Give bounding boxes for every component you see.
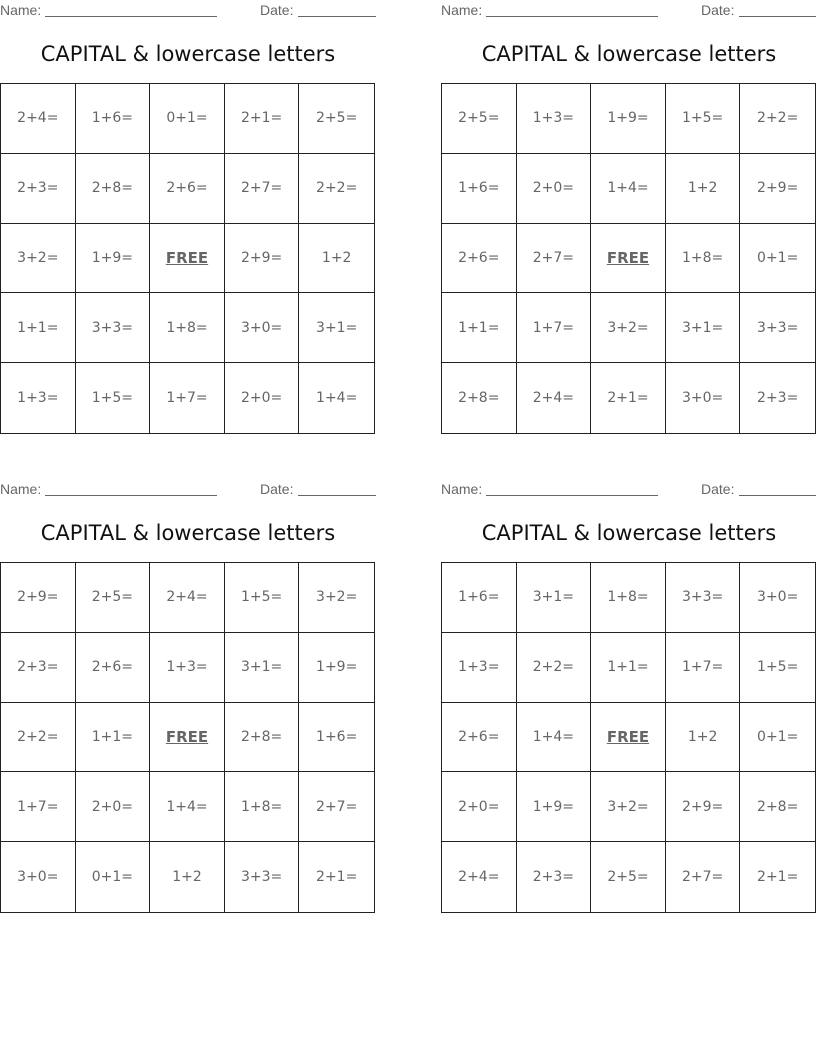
bingo-card xyxy=(441,479,816,915)
bingo-grid xyxy=(441,83,816,434)
bingo-cell: 3+0= xyxy=(225,293,300,363)
bingo-cell: 1+1= xyxy=(1,293,76,363)
bingo-cell: 2+2= xyxy=(1,703,76,773)
bingo-cell: 2+4= xyxy=(1,84,76,154)
free-space-cell: FREE xyxy=(150,224,225,294)
bingo-cell: 2+3= xyxy=(1,633,76,703)
bingo-cell: 1+7= xyxy=(517,293,592,363)
bingo-cell: 2+3= xyxy=(1,154,76,224)
bingo-cell: 1+2 xyxy=(299,224,374,294)
name-date-header xyxy=(0,481,376,499)
bingo-cell: 2+1= xyxy=(316,869,358,886)
date-blank-line[interactable] xyxy=(739,495,816,496)
bingo-cell: 2+4= xyxy=(150,563,225,633)
bingo-cell: 1+8= xyxy=(150,293,225,363)
bingo-cell: 2+9= xyxy=(225,224,300,294)
bingo-cell: 2+7= xyxy=(517,224,592,294)
date-label: Date: xyxy=(701,2,735,18)
bingo-cell: 1+4= xyxy=(150,772,225,842)
bingo-cell: 1+4= xyxy=(591,154,666,224)
card-title: CAPITAL & lowercase letters xyxy=(40,521,336,545)
bingo-cell: 1+5= xyxy=(225,563,300,633)
bingo-cell: 3+2= xyxy=(591,293,666,363)
date-blank-line[interactable] xyxy=(298,495,376,496)
bingo-cell: 1+6= xyxy=(442,563,517,633)
name-label: Name: xyxy=(0,2,42,18)
name-blank-line[interactable] xyxy=(45,495,217,496)
bingo-cell: 2+0= xyxy=(76,772,151,842)
name-blank-line[interactable] xyxy=(486,16,658,17)
bingo-cell: 2+4= xyxy=(442,842,517,912)
bingo-cell: 3+0= xyxy=(1,842,76,912)
bingo-card xyxy=(0,479,376,915)
bingo-cell: 1+3= xyxy=(442,633,517,703)
bingo-cell: 2+5= xyxy=(442,84,517,154)
bingo-cell: 1+5= xyxy=(76,363,151,433)
bingo-cell: 0+1= xyxy=(150,84,225,154)
bingo-cell: 3+3= xyxy=(666,563,741,633)
date-label: Date: xyxy=(701,481,735,497)
bingo-cell: 2+0= xyxy=(225,363,300,433)
name-label: Name: xyxy=(441,2,483,18)
card-title: CAPITAL & lowercase letters xyxy=(481,521,777,545)
bingo-cell: 3+1= xyxy=(225,633,300,703)
bingo-cell: 2+5= xyxy=(76,563,151,633)
bingo-card xyxy=(441,0,816,436)
bingo-cell: 2+1= xyxy=(591,363,666,433)
bingo-cell: 0+1= xyxy=(740,703,815,773)
bingo-cell: 1+4= xyxy=(517,703,592,773)
bingo-cell: 1+2 xyxy=(666,154,741,224)
bingo-cell: 1+1= xyxy=(442,293,517,363)
bingo-cell: 2+5= xyxy=(299,84,374,154)
bingo-cell: 1+5= xyxy=(666,84,741,154)
bingo-cell: 1+6= xyxy=(76,84,151,154)
card-title: CAPITAL & lowercase letters xyxy=(481,42,777,66)
bingo-cell: 2+2= xyxy=(517,633,592,703)
bingo-cell: 2+1= xyxy=(757,869,799,886)
bingo-cell: 2+3= xyxy=(757,390,799,407)
free-space-cell: FREE xyxy=(591,703,666,773)
bingo-cell: 2+5= xyxy=(591,842,666,912)
bingo-cell: 0+1= xyxy=(76,842,151,912)
name-label: Name: xyxy=(0,481,42,497)
bingo-cell: 3+3= xyxy=(76,293,151,363)
bingo-cell: 3+2= xyxy=(299,563,374,633)
date-blank-line[interactable] xyxy=(739,16,816,17)
bingo-cell: 1+3= xyxy=(150,633,225,703)
bingo-grid xyxy=(441,562,816,913)
bingo-cell: 2+6= xyxy=(150,154,225,224)
name-label: Name: xyxy=(441,481,483,497)
bingo-cell: 1+9= xyxy=(591,84,666,154)
bingo-cell: 1+4= xyxy=(316,390,358,407)
free-space-cell: FREE xyxy=(591,224,666,294)
bingo-cell: 1+8= xyxy=(666,224,741,294)
bingo-cell: 1+7= xyxy=(150,363,225,433)
bingo-cell: 1+1= xyxy=(76,703,151,773)
free-space-cell: FREE xyxy=(150,703,225,773)
card-title: CAPITAL & lowercase letters xyxy=(40,42,336,66)
bingo-cell: 3+2= xyxy=(591,772,666,842)
bingo-cell: 1+9= xyxy=(517,772,592,842)
bingo-cell: 1+7= xyxy=(666,633,741,703)
bingo-cell: 3+0= xyxy=(740,563,815,633)
bingo-cell: 1+2 xyxy=(150,842,225,912)
bingo-cell: 1+3= xyxy=(517,84,592,154)
bingo-cell: 0+1= xyxy=(740,224,815,294)
bingo-cell: 2+9= xyxy=(1,563,76,633)
bingo-cell: 1+9= xyxy=(299,633,374,703)
bingo-cell: 2+9= xyxy=(740,154,815,224)
bingo-cell: 1+2 xyxy=(666,703,741,773)
bingo-cell: 1+5= xyxy=(740,633,815,703)
bingo-cell: 3+1= xyxy=(666,293,741,363)
bingo-cell: 3+1= xyxy=(517,563,592,633)
bingo-cell: 3+2= xyxy=(1,224,76,294)
bingo-cell: 2+3= xyxy=(517,842,592,912)
name-date-header xyxy=(0,2,376,20)
bingo-cell: 1+1= xyxy=(591,633,666,703)
bingo-cell: 1+6= xyxy=(442,154,517,224)
bingo-cell: 2+8= xyxy=(442,363,517,433)
bingo-cell: 2+6= xyxy=(442,703,517,773)
bingo-cell: 1+8= xyxy=(225,772,300,842)
bingo-cell: 1+9= xyxy=(76,224,151,294)
bingo-cell: 2+8= xyxy=(225,703,300,773)
bingo-cell: 2+0= xyxy=(442,772,517,842)
bingo-cell: 2+4= xyxy=(517,363,592,433)
bingo-cell: 2+9= xyxy=(666,772,741,842)
bingo-cell: 1+7= xyxy=(1,772,76,842)
name-blank-line[interactable] xyxy=(486,495,658,496)
bingo-cell: 2+8= xyxy=(740,772,815,842)
bingo-cell: 2+6= xyxy=(442,224,517,294)
bingo-cell: 3+3= xyxy=(740,293,815,363)
bingo-cell: 2+7= xyxy=(299,772,374,842)
bingo-cell: 3+1= xyxy=(299,293,374,363)
date-label: Date: xyxy=(260,2,294,18)
bingo-cell: 2+0= xyxy=(517,154,592,224)
date-label: Date: xyxy=(260,481,294,497)
bingo-grid xyxy=(0,83,375,434)
bingo-card xyxy=(0,0,376,436)
bingo-cell: 2+2= xyxy=(740,84,815,154)
bingo-cell: 3+0= xyxy=(666,363,741,433)
name-date-header xyxy=(441,2,816,20)
bingo-cell: 2+7= xyxy=(225,154,300,224)
bingo-grid xyxy=(0,562,375,913)
bingo-cell: 2+7= xyxy=(666,842,741,912)
bingo-cell: 2+6= xyxy=(76,633,151,703)
name-date-header xyxy=(441,481,816,499)
bingo-cell: 2+2= xyxy=(299,154,374,224)
bingo-cell: 1+6= xyxy=(299,703,374,773)
bingo-cell: 3+3= xyxy=(225,842,300,912)
bingo-cell: 1+8= xyxy=(591,563,666,633)
bingo-cell: 2+8= xyxy=(76,154,151,224)
bingo-cell: 2+1= xyxy=(225,84,300,154)
bingo-cell: 1+3= xyxy=(1,363,76,433)
name-blank-line[interactable] xyxy=(45,16,217,17)
date-blank-line[interactable] xyxy=(298,16,376,17)
